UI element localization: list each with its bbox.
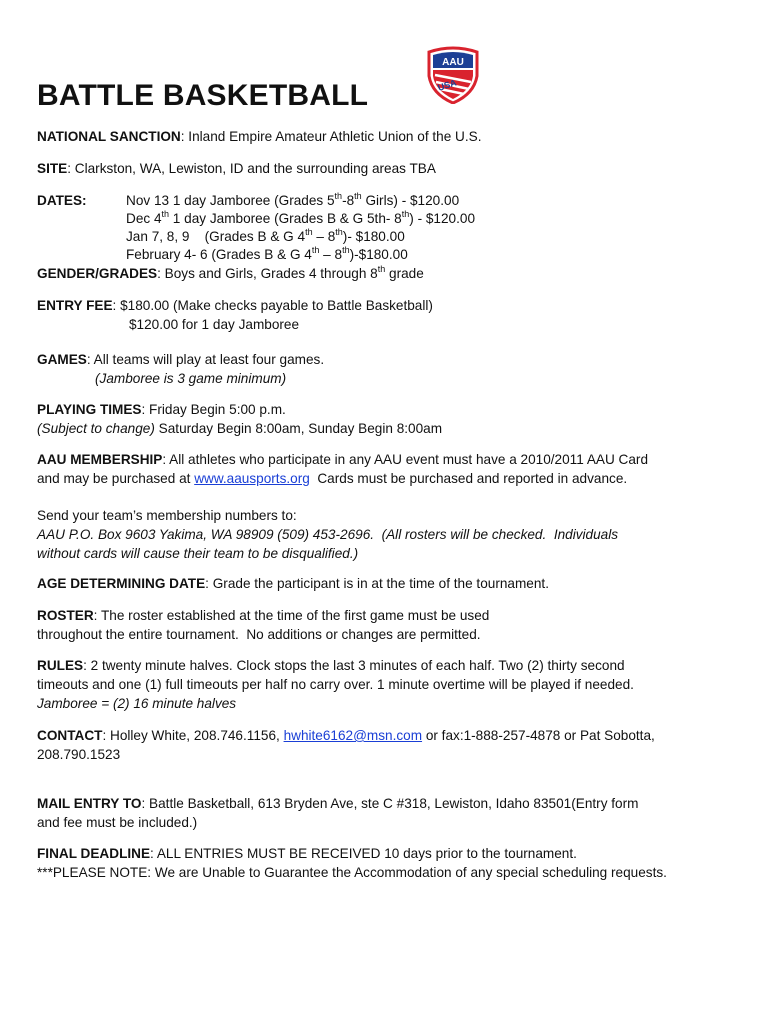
playing-times-line-2: (Subject to change) Saturday Begin 8:00am, Sunday Begin 8:00am xyxy=(37,421,443,436)
document-title: BATTLE BASKETBALL xyxy=(37,79,369,112)
sanction-line xyxy=(37,128,481,146)
games-note: (Jamboree is 3 game minimum) xyxy=(95,371,287,386)
rules-line: RULES: 2 twenty minute halves. Clock stops the last 3 minutes of each half. Two (2) thirty second xyxy=(37,658,625,673)
sanction-text: : Inland Empire Amateur Athletic Union of the U.S. xyxy=(180,129,482,144)
send-line-2: AAU P.O. Box 9603 Yakima, WA 98909 (509) 453-2696. (All rosters will be checked. Individuals xyxy=(37,527,619,542)
site-label: SITE xyxy=(37,161,68,176)
games-label: GAMES xyxy=(37,352,87,367)
site-text: : Clarkston, WA, Lewiston, ID and the surrounding areas TBA xyxy=(67,161,436,176)
membership-line-2: and may be purchased at www.aausports.org Cards must be purchased and reported in advance. xyxy=(37,471,628,486)
games-line: GAMES: All teams will play at least four games. xyxy=(37,352,325,367)
aausports-link[interactable]: www.aausports.org xyxy=(194,471,310,486)
sanction-label: NATIONAL SANCTION xyxy=(37,129,181,144)
date-line: Dec 4th 1 day Jamboree (Grades B & G 5th- 8th) - $120.00 xyxy=(126,209,476,226)
roster-label: ROSTER xyxy=(37,608,94,623)
playing-times-line: PLAYING TIMES: Friday Begin 5:00 p.m. xyxy=(37,402,286,417)
entry-fee-label: ENTRY FEE xyxy=(37,298,113,313)
membership-label: AAU MEMBERSHIP xyxy=(37,452,163,467)
site-line xyxy=(37,160,436,178)
final-deadline-note: ***PLEASE NOTE: We are Unable to Guarantee the Accommodation of any special scheduling requests. xyxy=(37,865,667,880)
rules-label: RULES xyxy=(37,658,84,673)
contact-label: CONTACT xyxy=(37,728,103,743)
date-line: Jan 7, 8, 9 (Grades B & G 4th – 8th)- $180.00 xyxy=(126,227,405,244)
date-line: February 4- 6 (Grades B & G 4th – 8th)-$180.00 xyxy=(126,245,408,262)
age-label: AGE DETERMINING DATE xyxy=(37,576,206,591)
logo-aau-text: AAU xyxy=(442,57,464,68)
mail-entry-line: MAIL ENTRY TO: Battle Basketball, 613 Bryden Ave, ste C #318, Lewiston, Idaho 83501(Entry form xyxy=(37,796,639,811)
membership-line: AAU MEMBERSHIP: All athletes who participate in any AAU event must have a 2010/2011 AAU Card xyxy=(37,452,649,467)
date-line: Nov 13 1 day Jamboree (Grades 5th-8th Girls) - $120.00 xyxy=(126,191,460,208)
mail-entry-line-2: and fee must be included.) xyxy=(37,815,198,830)
final-deadline-label: FINAL DEADLINE xyxy=(37,846,151,861)
final-deadline-line: FINAL DEADLINE: ALL ENTRIES MUST BE RECEIVED 10 days prior to the tournament. xyxy=(37,846,577,861)
logo-usa-text: USA xyxy=(436,77,458,93)
gender-grades-line: GENDER/GRADES: Boys and Girls, Grades 4 through 8th grade xyxy=(37,264,424,281)
send-line-1: Send your team’s membership numbers to: xyxy=(37,508,297,523)
dates-label: DATES: xyxy=(37,193,87,208)
send-line-3: without cards will cause their team to be disqualified.) xyxy=(37,546,359,561)
playing-times-label: PLAYING TIMES xyxy=(37,402,142,417)
entry-fee-line: ENTRY FEE: $180.00 (Make checks payable to Battle Basketball) xyxy=(37,298,433,313)
roster-line-2: throughout the entire tournament. No additions or changes are permitted. xyxy=(37,627,481,642)
rules-line-3: Jamboree = (2) 16 minute halves xyxy=(37,696,237,711)
contact-line-2: 208.790.1523 xyxy=(37,747,121,762)
age-line: AGE DETERMINING DATE: Grade the participant is in at the time of the tournament. xyxy=(37,576,549,591)
aau-usa-shield-logo xyxy=(426,46,480,104)
gender-label: GENDER/GRADES xyxy=(37,266,158,281)
entry-fee-line-2: $120.00 for 1 day Jamboree xyxy=(129,317,300,332)
contact-email-link[interactable]: hwhite6162@msn.com xyxy=(283,728,423,743)
roster-line: ROSTER: The roster established at the time of the first game must be used xyxy=(37,608,490,623)
contact-line: CONTACT: Holley White, 208.746.1156, hwhite6162@msn.com or fax:1-888-257-4878 or Pat Sobotta, xyxy=(37,728,655,743)
rules-line-2: timeouts and one (1) full timeouts per half no carry over. 1 minute overtime will be played if needed. xyxy=(37,677,634,692)
mail-entry-label: MAIL ENTRY TO xyxy=(37,796,142,811)
